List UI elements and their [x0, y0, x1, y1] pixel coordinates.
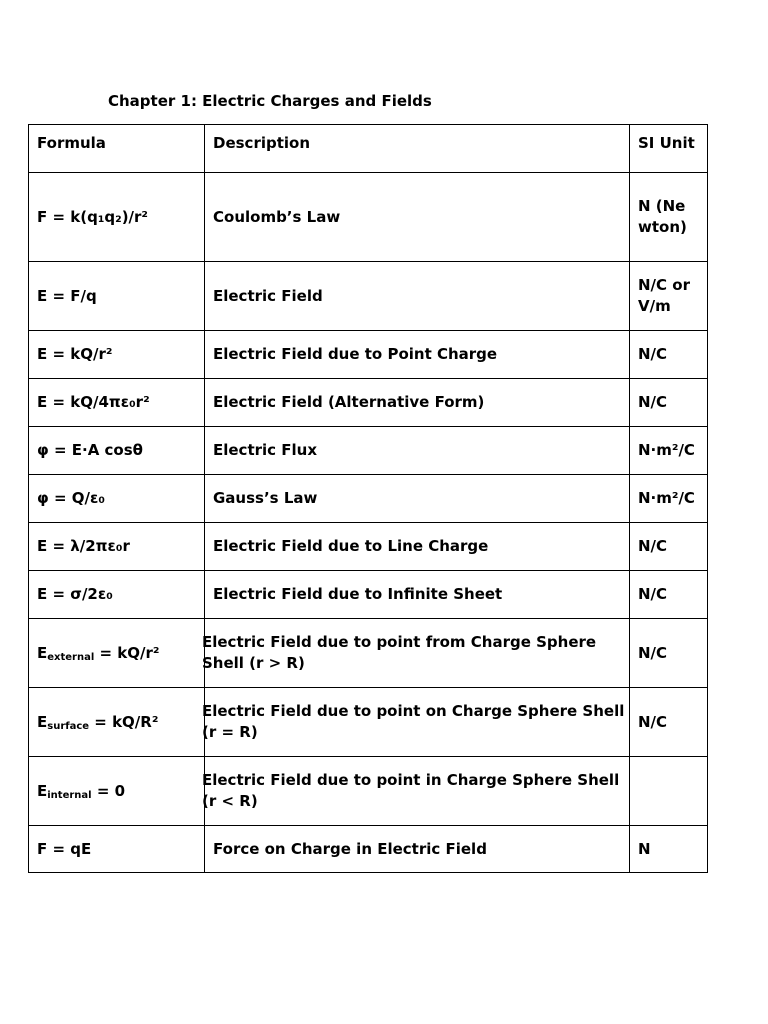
si-unit-cell: N (Newton) [630, 173, 708, 262]
description-cell [202, 619, 630, 688]
description-cell [202, 757, 630, 826]
page-title: Chapter 1: Electric Charges and Fields [108, 92, 432, 110]
description-cell: Electric Field (Alternative Form) [205, 379, 630, 427]
formula-table [28, 124, 708, 873]
si-unit-cell: N/C [630, 571, 708, 619]
description-cell: Electric Field due to Line Charge [205, 523, 630, 571]
formula-cell: F = k(q₁q₂)/r² [29, 173, 205, 262]
formula-cell: E = σ/2ε₀ [29, 571, 205, 619]
table-row [29, 173, 708, 262]
description-text: Electric Field due to point on Charge Sphere Shell (r = R) [202, 702, 625, 741]
formula-rest: = kQ/r² [94, 643, 160, 662]
formula-main: E [37, 643, 48, 662]
si-unit-cell: N·m²/C [630, 475, 708, 523]
si-unit-cell: N/C [630, 379, 708, 427]
description-text: Electric Field due to point in Charge Sphere Shell (r < R) [202, 771, 620, 810]
formula-main: E [37, 712, 48, 731]
si-unit-cell: N/C or V/m [630, 262, 708, 331]
si-unit-cell: N/C [630, 523, 708, 571]
formula-cell [29, 619, 205, 688]
description-text: Electric Field due to point from Charge Sphere Shell (r > R) [202, 633, 597, 672]
description-cell: Coulomb’s Law [205, 173, 630, 262]
si-unit-cell [630, 757, 708, 826]
table-row [29, 757, 708, 826]
description-cell: Electric Flux [205, 427, 630, 475]
description-cell: Electric Field due to Infinite Sheet [205, 571, 630, 619]
formula-cell: E = kQ/r² [29, 331, 205, 379]
formula-main: E [37, 781, 48, 800]
formula-cell: E = kQ/4πε₀r² [29, 379, 205, 427]
formula-subscript: surface [47, 720, 90, 732]
formula-subscript: external [47, 651, 95, 663]
description-cell [202, 688, 630, 757]
table-row [29, 262, 708, 331]
table-row [29, 379, 708, 427]
si-unit-cell: N·m²/C [630, 427, 708, 475]
description-cell: Electric Field due to Point Charge [205, 331, 630, 379]
formula-cell [29, 688, 205, 757]
column-header-formula: Formula [29, 125, 205, 173]
formula-cell: φ = E·A cosθ [29, 427, 205, 475]
formula-cell: F = qE [29, 826, 205, 873]
formula-cell: E = λ/2πε₀r [29, 523, 205, 571]
table-row [29, 619, 708, 688]
table-row [29, 427, 708, 475]
formula-cell: E = F/q [29, 262, 205, 331]
table-row [29, 571, 708, 619]
table-row [29, 331, 708, 379]
formula-subscript: internal [47, 789, 92, 801]
si-unit-cell: N [630, 826, 708, 873]
si-unit-cell: N/C [630, 331, 708, 379]
table-row [29, 475, 708, 523]
si-unit-cell: N/C [630, 688, 708, 757]
table-row [29, 523, 708, 571]
column-header-description: Description [205, 125, 630, 173]
formula-cell: φ = Q/ε₀ [29, 475, 205, 523]
table-row [29, 826, 708, 873]
formula-rest: = 0 [91, 781, 126, 800]
description-cell: Gauss’s Law [205, 475, 630, 523]
formula-rest: = kQ/R² [89, 712, 159, 731]
column-header-si-unit: SI Unit [630, 125, 708, 173]
table-row [29, 688, 708, 757]
formula-cell [29, 757, 205, 826]
description-cell: Electric Field [205, 262, 630, 331]
si-unit-cell: N/C [630, 619, 708, 688]
description-cell: Force on Charge in Electric Field [205, 826, 630, 873]
table-header-row [29, 125, 708, 173]
